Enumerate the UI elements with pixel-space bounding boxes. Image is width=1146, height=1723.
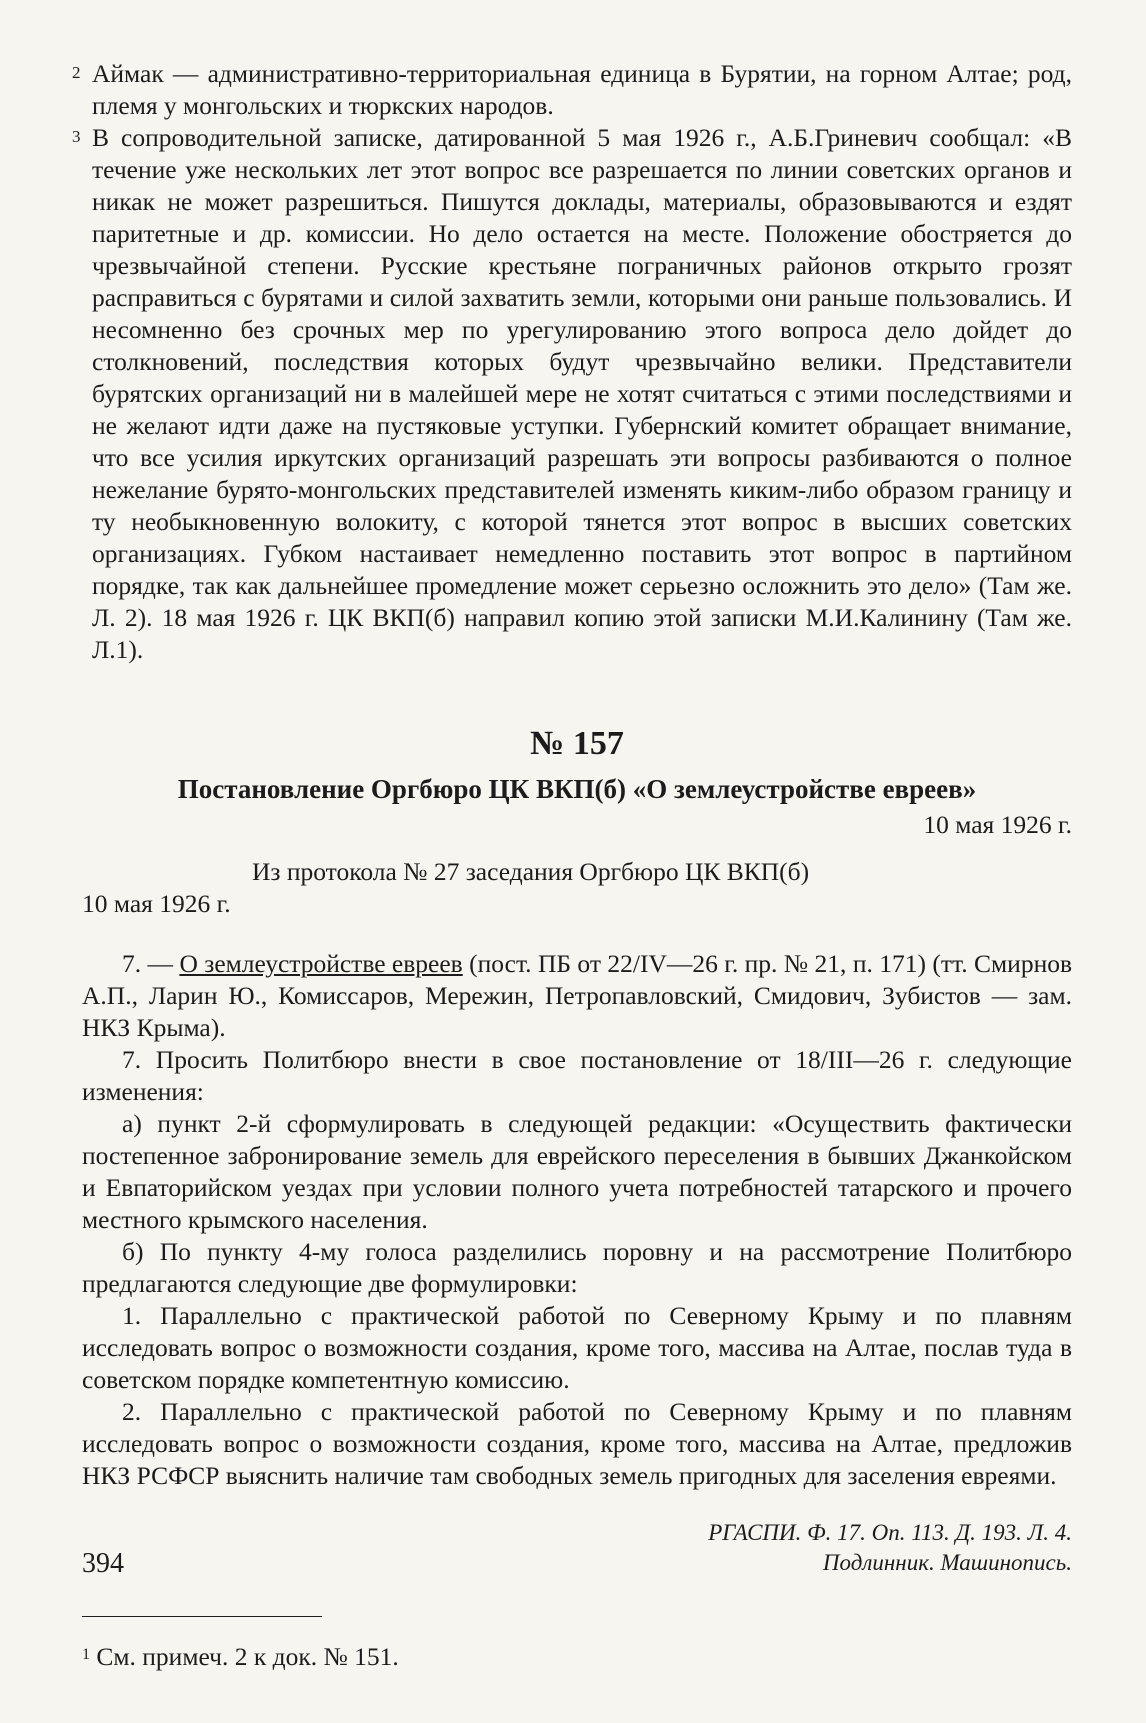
item-7-subject: О землеустройстве евреев — [179, 949, 463, 978]
footnote-2 — [72, 58, 1072, 122]
footnote-marker: 3 — [72, 127, 81, 146]
footnote-text: В сопроводительной записке, датированной 5 мая 1926 г., А.Б.Гриневич сообщал: «В течение уже нескольких лет этот вопрос все разрешается по линии советских органов и никак не может разрешиться. Пишутся доклады, материалы, образовываются и ездят паритетные и др. комиссии. Но дело остается на месте. Положение обостряется до чрезвычайной степени. Русские крестьяне пограничных районов открыто грозят расправиться с бурятами и силой захватить земли, которыми они раньше пользовались. И несомненно без срочных мер по урегулированию этого вопроса дело дойдет до столкновений, последствия которых будут чрезвычайно велики. Представители бурятских организаций ни в малейшей мере не хотят считаться с этими последствиями и не желают идти даже на пустяковые уступки. Губернский комитет обращает внимание, что все усилия иркутских организаций разрешать эти вопросы разбиваются о полное нежелание бурято-монгольских представителей изменять киким-либо образом границу и ту необыкновенную волокиту, с которой тянется этот вопрос в высших советских организациях. Губком настаивает немедленно поставить этот вопрос в партийном порядке, так как дальнейшее промедление может серьезно осложнить это дело» (Там же. Л. 2). 18 мая 1926 г. ЦК ВКП(б) направил копию этой записки М.И.Калинину (Там же. Л.1). — [92, 123, 1072, 664]
body-paragraph: 2. Параллельно с практической работой по Северному Крыму и по плавням исследовать вопрос о возможности создания, кроме того, массива на Алтае, предложив НКЗ РСФСР выяснить наличие там свободных земель пригодных для заселения евреями. — [82, 1397, 1072, 1490]
document-date: 10 мая 1926 г. — [923, 810, 1072, 839]
footnote-marker: 2 — [72, 63, 81, 82]
document-title: Постановление Оргбюро ЦК ВКП(б) «О землеустройстве евреев» — [177, 774, 977, 804]
protocol-line: Из протокола № 27 заседания Оргбюро ЦК ВКП(б) — [252, 857, 810, 886]
item-7-prefix: 7. — — [122, 949, 180, 978]
protocol-date: 10 мая 1926 г. — [82, 889, 231, 918]
footnote-text: Аймак — административно-территориальная единица в Бурятии, на горном Алтае; род, племя у монгольских и тюркских народов. — [92, 59, 1072, 120]
archive-reference-block — [82, 1518, 1072, 1578]
archive-note: Подлинник. Машинопись. — [822, 1550, 1072, 1575]
body-paragraph: б) По пункту 4-му голоса разделились поровну и на рассмотрение Политбюро предлагаются следующие две формулировки: — [82, 1237, 1072, 1298]
body-paragraph: а) пункт 2-й сформулировать в следующей редакции: «Осуществить фактически постепенное забронирование земель для еврейского переселения в бывших Джанкойском и Евпаторийском уездах при условии полного учета потребностей татарского и прочего местного крымского населения. — [82, 1109, 1072, 1234]
document-number: № 157 — [530, 725, 624, 762]
footnote-text: См. примеч. 2 к док. № 151. — [90, 1642, 399, 1671]
item-7-heading — [82, 948, 1072, 1044]
item-7-rest: (пост. ПБ от 22/IV—26 г. пр. № 21, п. 171) (тт. Смирнов А.П., Ларин Ю., Комиссаров, Мережин, Петропавловский, Смидович, Зубистов — зам. НКЗ Крыма). — [82, 949, 1073, 1042]
body-paragraph: 1. Параллельно с практической работой по Северному Крыму и по плавням исследовать вопрос о возможности создания, кроме того, массива на Алтае, послав туда в советском порядке компетентную комиссию. — [82, 1301, 1072, 1394]
page-number: 394 — [82, 1548, 124, 1579]
footnote-divider — [82, 1616, 322, 1617]
footnote-marker: 1 — [82, 1646, 90, 1663]
footnote-3 — [72, 122, 1072, 666]
archive-reference: РГАСПИ. Ф. 17. Оп. 113. Д. 193. Л. 4. — [708, 1520, 1072, 1545]
body-paragraph: 7. Просить Политбюро внести в свое постановление от 18/III—26 г. следующие изменения: — [82, 1045, 1072, 1106]
footnote-1 — [82, 1639, 1072, 1673]
